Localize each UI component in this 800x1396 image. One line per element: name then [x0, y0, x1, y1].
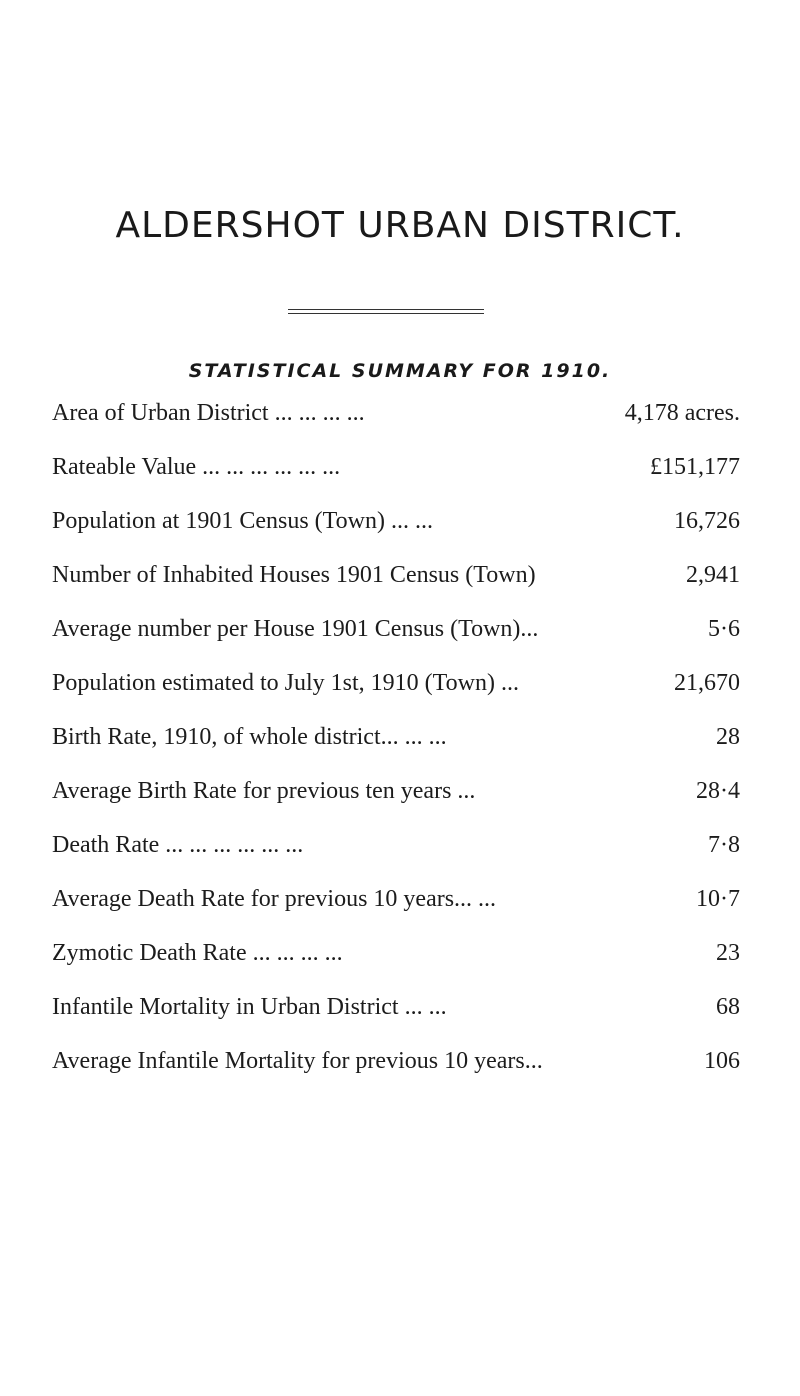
stat-row-inhabited-houses: [52, 560, 740, 614]
stat-row-area: [52, 398, 740, 452]
page-title: ALDERSHOT URBAN DISTRICT.: [115, 205, 685, 246]
stat-row-rateable-value: [52, 452, 740, 506]
stat-value: 5·6: [708, 616, 740, 642]
stat-value: 4,178 acres.: [624, 400, 740, 426]
stat-value: 28·4: [696, 778, 740, 804]
stat-row-population-estimated: [52, 668, 740, 722]
stat-label: Infantile Mortality in Urban District ... ...: [52, 994, 447, 1020]
stat-value: 106: [704, 1048, 740, 1074]
title-rule-bottom: [288, 313, 484, 314]
stat-label: Average number per House 1901 Census (Town)...: [52, 616, 539, 642]
statistics-list: [52, 398, 740, 1100]
stat-row-average-birth-rate: [52, 776, 740, 830]
stat-row-average-death-rate: [52, 884, 740, 938]
stat-label: Area of Urban District ... ... ... ...: [52, 400, 365, 426]
stat-label: Death Rate ... ... ... ... ... ...: [52, 832, 304, 858]
stat-label: Birth Rate, 1910, of whole district... ... ...: [52, 724, 447, 750]
stat-label: Number of Inhabited Houses 1901 Census (Town): [52, 562, 536, 588]
stat-label: Average Birth Rate for previous ten years ...: [52, 778, 476, 804]
title-rule-top: [288, 309, 484, 310]
stat-value: 7·8: [708, 832, 740, 858]
stat-label: Population estimated to July 1st, 1910 (Town) ...: [52, 670, 519, 696]
stat-row-infantile-mortality: [52, 992, 740, 1046]
stat-value: 28: [716, 724, 740, 750]
stat-value: 68: [716, 994, 740, 1020]
stat-value: 21,670: [674, 670, 740, 696]
stat-label: Population at 1901 Census (Town) ... ...: [52, 508, 433, 534]
stat-row-death-rate: [52, 830, 740, 884]
stat-value: 10·7: [696, 886, 740, 912]
stat-value: 2,941: [686, 562, 740, 588]
stat-value: 23: [716, 940, 740, 966]
stat-value: £151,177: [650, 454, 740, 480]
stat-row-average-infantile-mortality: [52, 1046, 740, 1100]
stat-label: Rateable Value ... ... ... ... ... ...: [52, 454, 341, 480]
stat-label: Average Infantile Mortality for previous 10 years...: [52, 1048, 543, 1074]
stat-value: 16,726: [674, 508, 740, 534]
summary-subtitle: STATISTICAL SUMMARY FOR 1910.: [188, 360, 612, 382]
stat-row-zymotic-death-rate: [52, 938, 740, 992]
stat-label: Average Death Rate for previous 10 years... ...: [52, 886, 497, 912]
stat-row-population-1901: [52, 506, 740, 560]
stat-label: Zymotic Death Rate ... ... ... ...: [52, 940, 343, 966]
stat-row-birth-rate: [52, 722, 740, 776]
stat-row-average-per-house: [52, 614, 740, 668]
